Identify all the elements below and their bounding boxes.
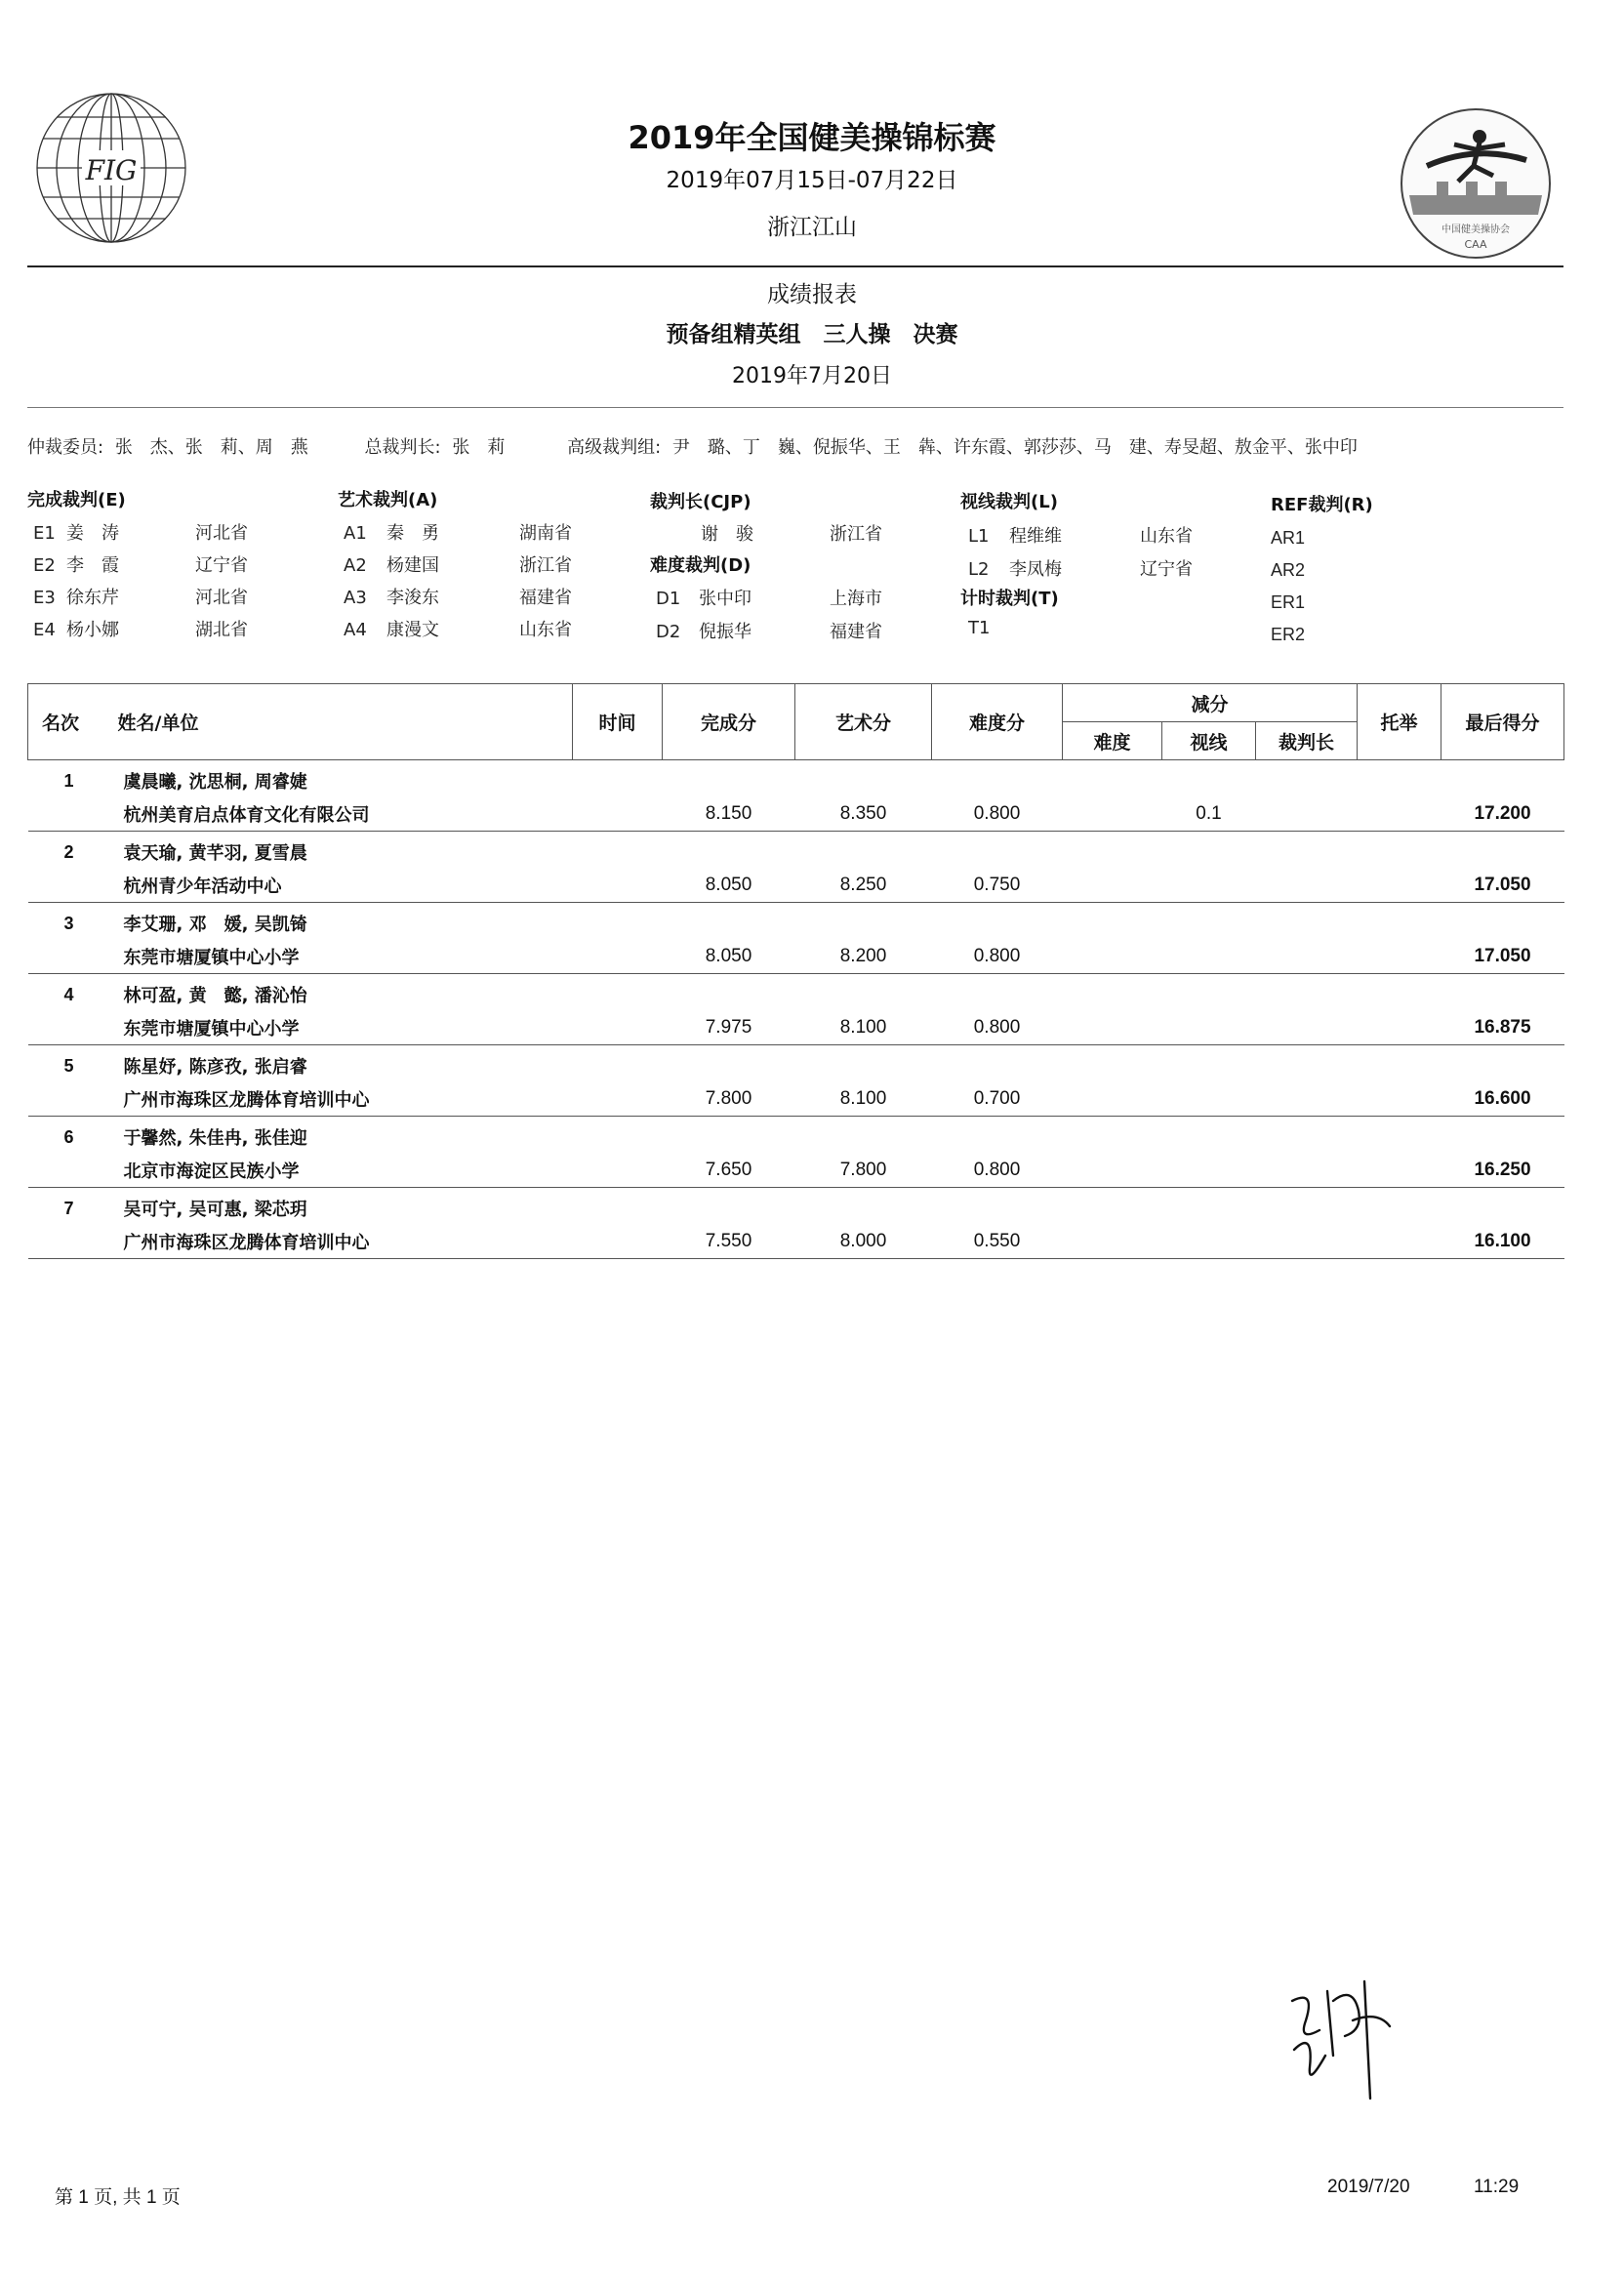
officials-line xyxy=(27,433,1358,459)
ded-cjp-cell xyxy=(1256,1225,1358,1259)
judge-row: E3 徐东芹 河北省 xyxy=(33,588,248,608)
ded-line-cell xyxy=(1162,1225,1256,1259)
judge-row: E4 杨小娜 湖北省 xyxy=(33,620,248,640)
ded-line-cell xyxy=(1162,940,1256,974)
execution-cell: 8.050 xyxy=(663,940,795,974)
rank-cell: 6 xyxy=(63,1126,74,1147)
caa-logo-text: 中国健美操协会 xyxy=(1441,224,1510,235)
table-row-club xyxy=(28,1011,1564,1045)
lift-cell xyxy=(1358,1082,1441,1117)
athlete-names: 吴可宁, 吴可惠, 梁芯玥 xyxy=(123,1200,307,1220)
table-row-names xyxy=(28,1188,1564,1226)
lift-cell xyxy=(1358,1225,1441,1259)
ded-cjp-cell xyxy=(1256,869,1358,903)
club-name: 东莞市塘厦镇中心小学 xyxy=(110,1011,573,1045)
header-divider xyxy=(27,265,1563,267)
col-ded-cjp: 裁判长 xyxy=(1256,722,1358,760)
ded-cjp-cell xyxy=(1256,1011,1358,1045)
jury-label: 仲裁委员: xyxy=(27,437,104,458)
lift-cell xyxy=(1358,940,1441,974)
time-cell xyxy=(573,869,663,903)
execution-cell: 7.975 xyxy=(663,1011,795,1045)
senior-names: 尹 璐、丁 巍、倪振华、王 犇、许东霞、郭莎莎、马 建、寿旻超、敖金平、张中印 xyxy=(671,437,1358,458)
signature-icon xyxy=(1269,1962,1405,2108)
time-cell xyxy=(573,940,663,974)
time-judge-label: 计时裁判(T) xyxy=(960,589,1059,609)
athlete-names: 于馨然, 朱佳冉, 张佳迎 xyxy=(123,1128,307,1149)
judge-row: E1 姜 涛 河北省 xyxy=(33,523,248,544)
event-dates: 2019年07月15日-07月22日 xyxy=(666,168,958,193)
final-score-cell: 17.050 xyxy=(1441,940,1564,974)
table-row-names xyxy=(28,760,1564,798)
time-judge-code: T1 xyxy=(968,618,991,638)
difficulty-cell: 0.750 xyxy=(932,869,1063,903)
table-row-names xyxy=(28,903,1564,941)
rank-cell: 7 xyxy=(63,1198,74,1218)
results-table xyxy=(27,683,1564,1259)
ded-cjp-cell xyxy=(1256,1154,1358,1188)
ref-code: ER2 xyxy=(1271,625,1306,644)
final-score-cell: 16.875 xyxy=(1441,1011,1564,1045)
fig-logo-text: FIG xyxy=(85,154,138,186)
col-execution: 完成分 xyxy=(663,684,795,760)
table-row-club xyxy=(28,1154,1564,1188)
print-time: 11:29 xyxy=(1474,2177,1520,2197)
col-ded-line: 视线 xyxy=(1162,722,1256,760)
execution-judges-label: 完成裁判(E) xyxy=(27,490,126,510)
jury-names: 张 杰、张 莉、周 燕 xyxy=(114,437,308,458)
judge-row: L2 李凤梅 辽宁省 xyxy=(968,559,1193,580)
ref-code: AR1 xyxy=(1271,528,1306,548)
ref-judges-label: REF裁判(R) xyxy=(1271,495,1373,515)
lift-cell xyxy=(1358,1154,1441,1188)
judge-row: A3 李浚东 福建省 xyxy=(344,588,572,608)
signature xyxy=(1269,1962,1405,2108)
results-body xyxy=(28,760,1564,1259)
time-cell xyxy=(573,1082,663,1117)
table-row-club xyxy=(28,940,1564,974)
lift-cell xyxy=(1358,869,1441,903)
final-score-cell: 17.200 xyxy=(1441,797,1564,832)
final-score-cell: 16.600 xyxy=(1441,1082,1564,1117)
judge-row: A4 康漫文 山东省 xyxy=(344,620,572,640)
difficulty-cell: 0.550 xyxy=(932,1225,1063,1259)
table-row-club xyxy=(28,1082,1564,1117)
table-row-club xyxy=(28,797,1564,832)
ded-line-cell xyxy=(1162,1082,1256,1117)
ref-judges xyxy=(1271,522,1305,651)
time-cell xyxy=(573,1011,663,1045)
ded-line-cell: 0.1 xyxy=(1162,797,1256,832)
rank-cell: 4 xyxy=(63,984,74,1004)
ded-difficulty-cell xyxy=(1063,940,1162,974)
artistic-cell: 8.350 xyxy=(795,797,932,832)
ded-difficulty-cell xyxy=(1063,1082,1162,1117)
rank-cell: 5 xyxy=(63,1055,74,1076)
page-indicator: 第 1 页, 共 1 页 xyxy=(55,2187,181,2208)
ded-line-cell xyxy=(1162,869,1256,903)
club-name: 北京市海淀区民族小学 xyxy=(110,1154,573,1188)
col-artistic: 艺术分 xyxy=(795,684,932,760)
col-deduction: 减分 xyxy=(1063,684,1358,722)
report-category: 预备组精英组 三人操 决赛 xyxy=(666,322,958,347)
artistic-cell: 8.000 xyxy=(795,1225,932,1259)
athlete-names: 陈星妤, 陈彦孜, 张启睿 xyxy=(123,1057,307,1078)
difficulty-cell: 0.800 xyxy=(932,1011,1063,1045)
athlete-names: 虞晨曦, 沈思桐, 周睿婕 xyxy=(123,772,307,793)
ref-code: ER1 xyxy=(1271,592,1306,612)
final-score-cell: 17.050 xyxy=(1441,869,1564,903)
ded-cjp-cell xyxy=(1256,797,1358,832)
judge-row: E2 李 霞 辽宁省 xyxy=(33,555,248,576)
chief-name: 张 莉 xyxy=(452,437,506,458)
lift-cell xyxy=(1358,797,1441,832)
lift-cell xyxy=(1358,1011,1441,1045)
table-row-names xyxy=(28,1117,1564,1155)
execution-cell: 8.050 xyxy=(663,869,795,903)
athlete-names: 袁天瑜, 黄芊羽, 夏雪晨 xyxy=(123,843,307,864)
ded-difficulty-cell xyxy=(1063,1154,1162,1188)
event-title: 2019年全国健美操锦标赛 xyxy=(628,119,996,156)
report-title: 成绩报表 xyxy=(767,282,857,307)
athlete-names: 林可盈, 黄 懿, 潘沁怡 xyxy=(123,986,307,1006)
event-location: 浙江江山 xyxy=(767,215,857,240)
execution-judges xyxy=(33,517,248,646)
ded-line-cell xyxy=(1162,1011,1256,1045)
rank-cell: 2 xyxy=(63,841,74,862)
club-name: 杭州青少年活动中心 xyxy=(110,869,573,903)
col-rank: 名次 xyxy=(28,684,110,760)
difficulty-cell: 0.800 xyxy=(932,940,1063,974)
club-name: 广州市海珠区龙腾体育培训中心 xyxy=(110,1082,573,1117)
judge-row: A2 杨建国 浙江省 xyxy=(344,555,572,576)
judge-row: L1 程维维 山东省 xyxy=(968,526,1193,547)
col-name: 姓名/单位 xyxy=(110,684,573,760)
ded-cjp-cell xyxy=(1256,940,1358,974)
artistic-judges-label: 艺术裁判(A) xyxy=(338,490,438,510)
line-judges xyxy=(968,520,1193,587)
artistic-cell: 8.250 xyxy=(795,869,932,903)
artistic-cell: 8.100 xyxy=(795,1011,932,1045)
judge-row: D2 倪振华 福建省 xyxy=(656,622,882,642)
artistic-cell: 8.200 xyxy=(795,940,932,974)
execution-cell: 7.800 xyxy=(663,1082,795,1117)
col-difficulty: 难度分 xyxy=(932,684,1063,760)
execution-cell: 7.650 xyxy=(663,1154,795,1188)
difficulty-cell: 0.800 xyxy=(932,1154,1063,1188)
execution-cell: 7.550 xyxy=(663,1225,795,1259)
chief-label: 总裁判长: xyxy=(364,437,441,458)
report-date: 2019年7月20日 xyxy=(732,364,892,388)
final-score-cell: 16.250 xyxy=(1441,1154,1564,1188)
ref-code: AR2 xyxy=(1271,560,1306,580)
ded-difficulty-cell xyxy=(1063,797,1162,832)
artistic-cell: 7.800 xyxy=(795,1154,932,1188)
artistic-judges xyxy=(344,517,572,646)
difficulty-judges-label: 难度裁判(D) xyxy=(650,555,751,576)
execution-cell: 8.150 xyxy=(663,797,795,832)
difficulty-judges xyxy=(656,583,882,649)
col-time: 时间 xyxy=(573,684,663,760)
caa-logo-abbr: CAA xyxy=(1464,238,1487,251)
ded-difficulty-cell xyxy=(1063,1225,1162,1259)
club-name: 广州市海珠区龙腾体育培训中心 xyxy=(110,1225,573,1259)
difficulty-cell: 0.700 xyxy=(932,1082,1063,1117)
ded-difficulty-cell xyxy=(1063,1011,1162,1045)
ded-difficulty-cell xyxy=(1063,869,1162,903)
difficulty-cell: 0.800 xyxy=(932,797,1063,832)
senior-label: 高级裁判组: xyxy=(567,437,662,458)
table-header-row xyxy=(28,684,1564,722)
rank-cell: 3 xyxy=(63,913,74,933)
rank-cell: 1 xyxy=(63,770,74,791)
club-name: 东莞市塘厦镇中心小学 xyxy=(110,940,573,974)
table-row-names xyxy=(28,1045,1564,1083)
final-score-cell: 16.100 xyxy=(1441,1225,1564,1259)
ded-cjp-cell xyxy=(1256,1082,1358,1117)
time-cell xyxy=(573,797,663,832)
artistic-cell: 8.100 xyxy=(795,1082,932,1117)
col-lift: 托举 xyxy=(1358,684,1441,760)
time-cell xyxy=(573,1154,663,1188)
cjp-label: 裁判长(CJP) xyxy=(650,492,751,512)
col-final: 最后得分 xyxy=(1441,684,1564,760)
line-judges-label: 视线裁判(L) xyxy=(960,492,1058,512)
table-row-club xyxy=(28,1225,1564,1259)
table-row-club xyxy=(28,869,1564,903)
club-name: 杭州美育启点体育文化有限公司 xyxy=(110,797,573,832)
athlete-names: 李艾珊, 邓 媛, 吴凯锜 xyxy=(123,915,307,935)
print-date: 2019/7/20 xyxy=(1327,2177,1410,2197)
time-cell xyxy=(573,1225,663,1259)
col-ded-difficulty: 难度 xyxy=(1063,722,1162,760)
table-row-names xyxy=(28,832,1564,870)
ded-line-cell xyxy=(1162,1154,1256,1188)
judge-row: D1 张中印 上海市 xyxy=(656,589,882,609)
judge-row: A1 秦 勇 湖南省 xyxy=(344,523,572,544)
cjp-region: 浙江省 xyxy=(830,524,882,545)
table-row-names xyxy=(28,974,1564,1012)
report-divider xyxy=(27,407,1563,408)
cjp-name: 谢 骏 xyxy=(701,524,753,545)
